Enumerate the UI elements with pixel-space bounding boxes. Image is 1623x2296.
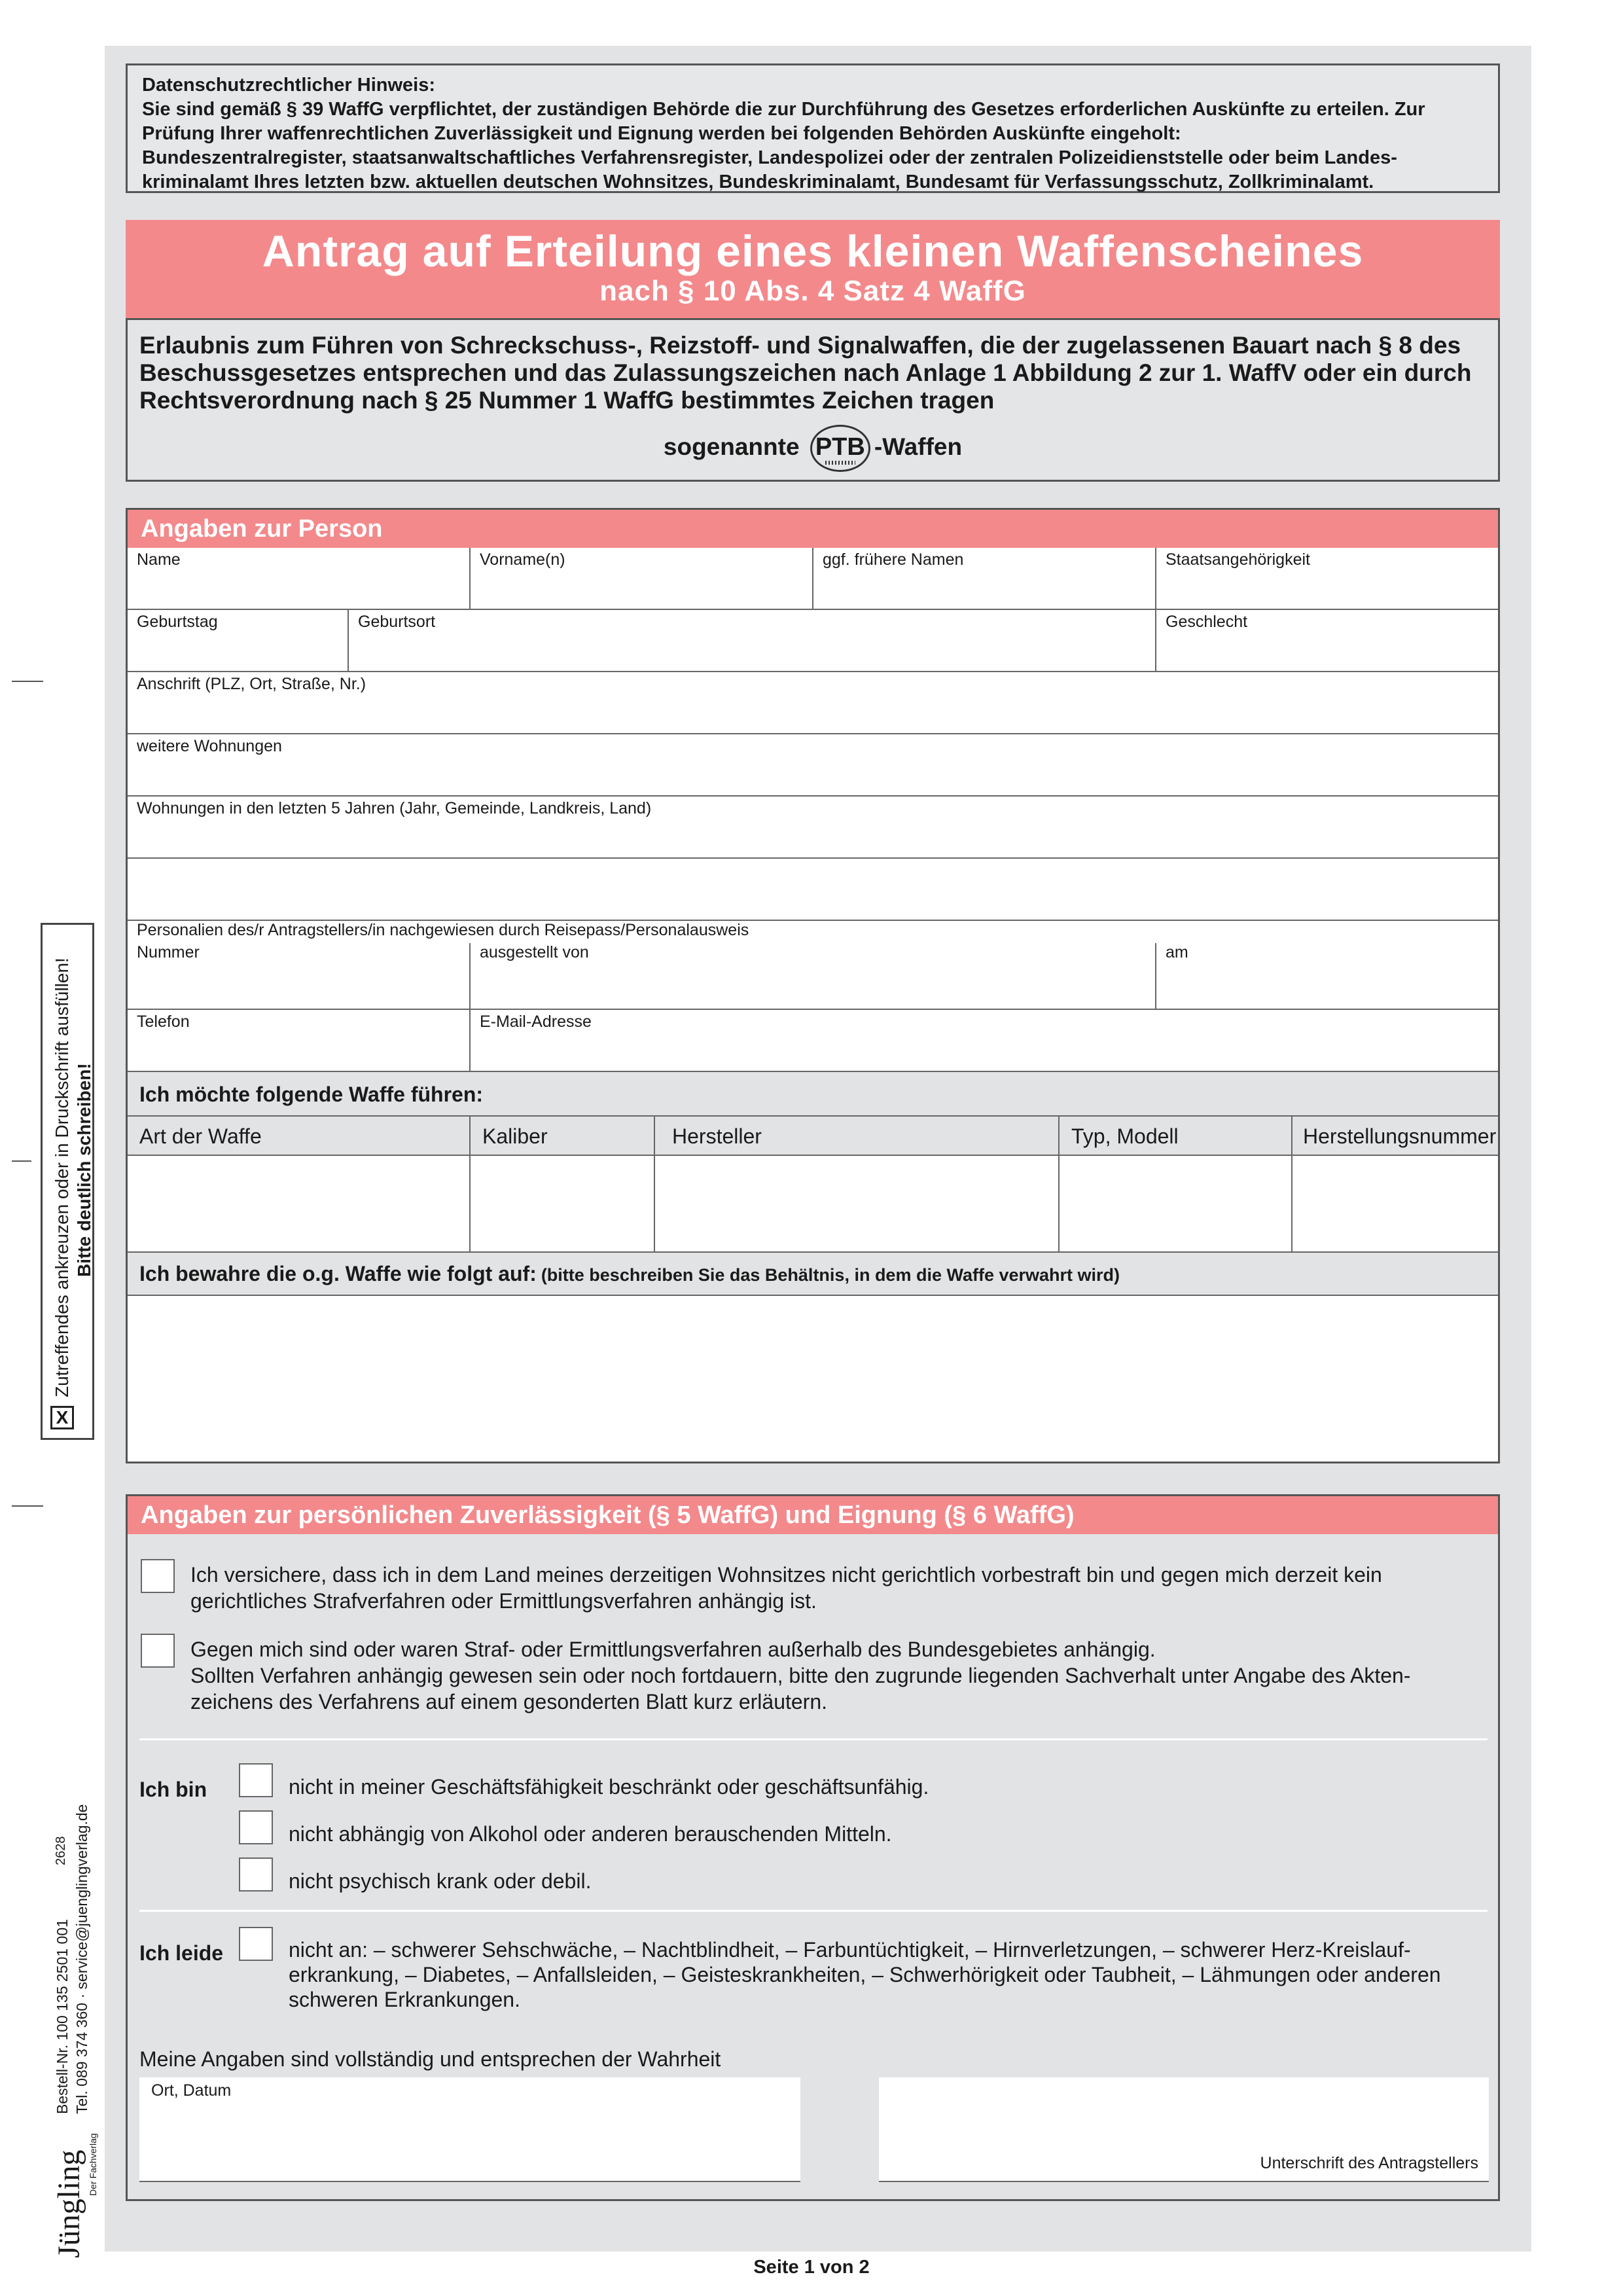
weapon-col-model xyxy=(1060,1117,1293,1156)
weapon-col-manufacturer-label: Hersteller xyxy=(672,1124,762,1148)
page-subtitle: nach § 10 Abs. 4 Satz 4 WaffG xyxy=(599,275,1026,307)
signature-label: Unterschrift des Antragstellers xyxy=(1260,2154,1478,2172)
privacy-line: Bundeszentralregister, staatsanwaltschaftliches Verfahrensregister, Landespolizei oder der zentralen Polizeidienststelle oder beim Landes- xyxy=(142,147,1397,168)
check1-line: gerichtliches Strafverfahren oder Ermittlungsverfahren anhängig ist. xyxy=(190,1589,817,1613)
privacy-notice xyxy=(126,63,1500,193)
weapon-serial-input[interactable] xyxy=(1293,1156,1498,1253)
weapon-col-caliber xyxy=(471,1117,655,1156)
weapon-col-serial-label: Herstellungsnummer xyxy=(1303,1124,1497,1148)
birthday-label: Geburtstag xyxy=(137,613,218,631)
phone-label: Telefon xyxy=(137,1013,190,1031)
weapon-model-input[interactable] xyxy=(1060,1156,1293,1253)
id-document-row xyxy=(128,921,1498,1010)
former-names-label: ggf. frühere Namen xyxy=(823,550,964,569)
no-illness-checkbox[interactable] xyxy=(239,1927,273,1961)
reliability-section-header: Angaben zur persönlichen Zuverlässigkeit (§ 5 WaffG) und Eignung (§ 6 WaffG) xyxy=(128,1496,1498,1534)
privacy-line: Prüfung Ihrer waffenrechtlichen Zuverlässigkeit und Eignung werden bei folgenden Behörden Auskünfte eingeholt: xyxy=(142,123,1181,144)
storage-note: (bitte beschreiben Sie das Behältnis, in dem die Waffe verwahrt wird) xyxy=(541,1265,1120,1285)
birthday-field[interactable] xyxy=(128,610,349,672)
weapon-col-manufacturer xyxy=(655,1117,1060,1156)
former-names-field[interactable] xyxy=(813,548,1156,610)
weapon-col-type xyxy=(128,1117,471,1156)
illness-line: erkrankung, – Diabetes, – Anfallsleiden, – Geisteskrankheiten, – Schwerhörigkeit oder Taubheit, – Lähmungen oder anderen xyxy=(289,1963,1441,1986)
no-criminal-record-checkbox[interactable] xyxy=(141,1559,175,1593)
not-addicted-checkbox[interactable] xyxy=(239,1810,273,1844)
name-label: Name xyxy=(137,550,181,569)
permit-description xyxy=(126,318,1500,482)
weapon-header: Ich möchte folgende Waffe führen: xyxy=(139,1083,484,1106)
divider xyxy=(139,1738,1488,1740)
storage-header: Ich bewahre die o.g. Waffe wie folgt auf: xyxy=(139,1262,537,1285)
side-instruction-box xyxy=(41,923,94,1440)
person-section-header: Angaben zur Person xyxy=(128,510,1498,548)
not-addicted-text: nicht abhängig von Alkohol oder anderen berauschenden Mitteln. xyxy=(289,1822,892,1846)
page-number: Seite 1 von 2 xyxy=(753,2257,870,2278)
reliability-section xyxy=(126,1494,1500,2201)
publisher-sub: Der Fachverlag xyxy=(88,2133,98,2196)
check2-line: Gegen mich sind oder waren Straf- oder Ermittlungsverfahren außerhalb des Bundesgebietes anhängig. xyxy=(190,1638,1156,1661)
address-field[interactable] xyxy=(128,672,1498,734)
ptb-suffix: -Waffen xyxy=(874,433,963,460)
issued-by-field[interactable] xyxy=(471,943,1156,1009)
gender-field[interactable] xyxy=(1156,610,1498,672)
email-label: E-Mail-Adresse xyxy=(480,1013,592,1031)
description-line: Beschussgesetzes entsprechen und das Zulassungszeichen nach Anlage 1 Abbildung 2 zur 1. WaffV oder ein durch xyxy=(139,359,1472,386)
truth-declaration: Meine Angaben sind vollständig und entsprechen der Wahrheit xyxy=(139,2047,721,2071)
ich-bin-label: Ich bin xyxy=(139,1778,207,1801)
storage-header-row xyxy=(128,1253,1498,1296)
id-document-label: Personalien des/r Antragstellers/in nachgewiesen durch Reisepass/Personalausweis xyxy=(137,921,749,939)
birthplace-field[interactable] xyxy=(349,610,1156,672)
email-field[interactable] xyxy=(471,1010,1498,1072)
check2-line: zeichens des Verfahrens auf einem gesonderten Blatt kurz erläutern. xyxy=(190,1690,828,1713)
foreign-proceedings-text xyxy=(190,1636,1486,1715)
description-line: Erlaubnis zum Führen von Schreckschuss-, Reizstoff- und Signalwaffen, die der zugelassenen Bauart nach § 8 des xyxy=(139,332,1461,359)
publisher-logo: Jüngling xyxy=(52,2149,86,2258)
nationality-field[interactable] xyxy=(1156,548,1498,610)
no-criminal-record-text xyxy=(190,1562,1486,1614)
weapon-header-row xyxy=(128,1072,1498,1117)
other-residences-label: weitere Wohnungen xyxy=(137,737,282,755)
not-incapacitated-text: nicht in meiner Geschäftsfähigkeit beschränkt oder geschäftsunfähig. xyxy=(289,1775,929,1799)
id-number-label: Nummer xyxy=(137,943,200,961)
weapon-col-caliber-label: Kaliber xyxy=(482,1124,548,1148)
side-instruction-bold: Bitte deutlich schreiben! xyxy=(74,1063,94,1277)
weapon-type-input[interactable] xyxy=(128,1156,471,1253)
side-checkbox-x: X xyxy=(56,1407,69,1427)
not-mentally-ill-text: nicht psychisch krank oder debil. xyxy=(289,1869,592,1893)
vorname-label: Vorname(n) xyxy=(480,550,565,569)
ptb-seal-text: PTB xyxy=(815,433,865,461)
fold-mark xyxy=(12,1160,31,1162)
name-field[interactable] xyxy=(128,548,471,610)
place-date-label: Ort, Datum xyxy=(151,2081,232,2100)
fold-mark xyxy=(12,681,43,682)
privacy-heading: Datenschutzrechtlicher Hinweis: xyxy=(142,75,435,96)
ich-leide-label: Ich leide xyxy=(139,1941,224,1965)
illness-line: schweren Erkrankungen. xyxy=(289,1988,520,2011)
weapon-manufacturer-input[interactable] xyxy=(655,1156,1060,1253)
weapon-col-serial xyxy=(1293,1117,1498,1156)
illness-line: nicht an: – schwerer Sehschwäche, – Nachtblindheit, – Farbuntüchtigkeit, – Hirnverletzungen, – schwerer Herz-Kreislauf- xyxy=(289,1938,1411,1962)
order-number: Bestell-Nr. 100 135 2501 001 xyxy=(54,1919,71,2114)
address-label: Anschrift (PLZ, Ort, Straße, Nr.) xyxy=(137,675,366,693)
nationality-label: Staatsangehörigkeit xyxy=(1166,550,1310,569)
residences-5-years-field[interactable] xyxy=(128,797,1498,859)
description-line: Rechtsverordnung nach § 25 Nummer 1 WaffG bestimmtes Zeichen tragen xyxy=(139,387,995,414)
issue-date-field[interactable] xyxy=(1156,943,1497,1009)
page-title: Antrag auf Erteilung eines kleinen Waffenscheines xyxy=(262,226,1364,276)
privacy-line: Sie sind gemäß § 39 WaffG verpflichtet, der zuständigen Behörde die zur Durchführung des Gesetzes erforderlichen Auskünfte zu erteilen. Zur xyxy=(142,99,1425,120)
not-incapacitated-checkbox[interactable] xyxy=(239,1763,273,1797)
check1-line: Ich versichere, dass ich in dem Land meines derzeitigen Wohnsitzes nicht gerichtlich vorbestraft bin und gegen mich derzeit kein xyxy=(190,1563,1382,1587)
place-date-field[interactable] xyxy=(139,2077,800,2182)
phone-field[interactable] xyxy=(128,1010,471,1072)
birthplace-label: Geburtsort xyxy=(358,613,436,631)
issue-date-label: am xyxy=(1166,943,1188,961)
storage-description-input[interactable] xyxy=(128,1296,1498,1462)
ptb-row xyxy=(139,425,1486,472)
signature-field[interactable] xyxy=(879,2077,1489,2182)
ptb-prefix: sogenannte xyxy=(663,433,800,460)
side-instruction-text: Zutreffendes ankreuzen oder in Druckschrift ausfüllen! xyxy=(52,958,72,1397)
id-number-field[interactable] xyxy=(128,943,471,1009)
title-banner xyxy=(126,220,1500,318)
foreign-proceedings-checkbox[interactable] xyxy=(141,1634,175,1668)
publisher-contact: Tel. 089 374 360 · service@juenglingverlag.de xyxy=(73,1804,90,2114)
vorname-field[interactable] xyxy=(471,548,813,610)
gender-label: Geschlecht xyxy=(1166,613,1248,631)
divider xyxy=(139,1910,1488,1912)
residences-5-years-label: Wohnungen in den letzten 5 Jahren (Jahr, Gemeinde, Landkreis, Land) xyxy=(137,799,652,817)
not-mentally-ill-checkbox[interactable] xyxy=(239,1857,273,1892)
side-checkbox-example xyxy=(50,1406,74,1429)
other-residences-field[interactable] xyxy=(128,734,1498,797)
order-code: 2628 xyxy=(54,1836,68,1865)
privacy-line: kriminalamt Ihres letzten bzw. aktuellen deutschen Wohnsitzes, Bundeskriminalamt, Bundesamt für Verfassungsschutz, Zollkriminalamt. xyxy=(142,171,1374,192)
no-illness-text xyxy=(289,1937,1493,2012)
weapon-col-type-label: Art der Waffe xyxy=(139,1124,262,1148)
ptb-seal-icon xyxy=(810,425,870,472)
fold-mark xyxy=(12,1505,43,1507)
weapon-col-model-label: Typ, Modell xyxy=(1071,1124,1179,1148)
residences-extra-field[interactable] xyxy=(128,859,1498,921)
issued-by-label: ausgestellt von xyxy=(480,943,589,961)
person-section xyxy=(126,508,1500,1463)
weapon-caliber-input[interactable] xyxy=(471,1156,655,1253)
check2-line: Sollten Verfahren anhängig gewesen sein oder noch fortdauern, bitte den zugrunde liegenden Sachverhalt unter Angabe des Akten- xyxy=(190,1664,1411,1687)
